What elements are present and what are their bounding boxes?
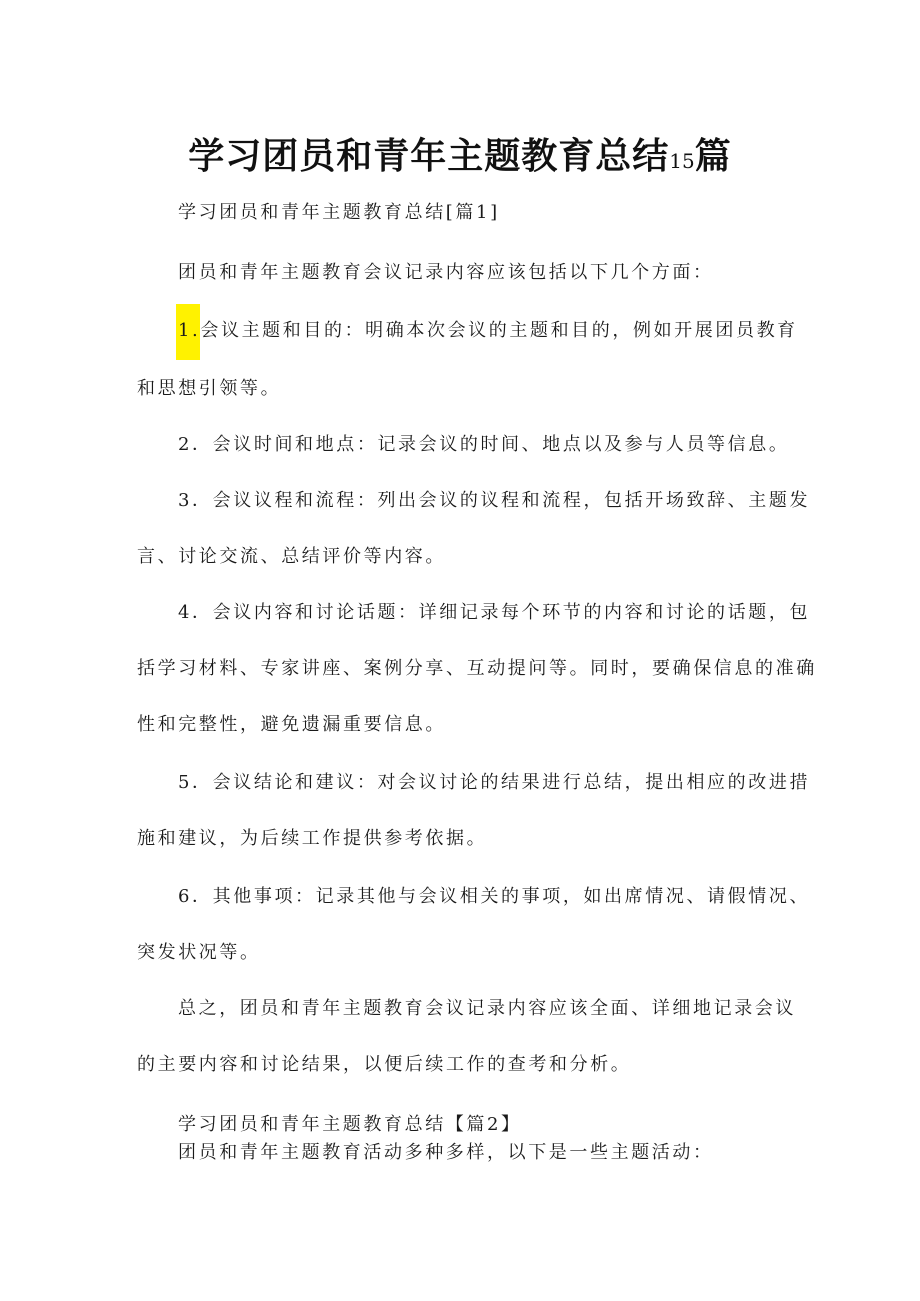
document-title: [0, 128, 920, 179]
item1-marker-highlight: 1.: [176, 304, 200, 360]
title-suffix: 篇: [694, 136, 732, 177]
item6-line2: 突发状况等。: [137, 942, 261, 963]
item4-line3: 性和完整性，避免遗漏重要信息。: [137, 714, 446, 735]
title-main: 学习团员和青年主题教育总结: [188, 136, 670, 177]
item4-line2: 括学习材料、专家讲座、案例分享、互动提问等。同时，要确保信息的准确: [137, 658, 817, 679]
section2-heading: 学习团员和青年主题教育总结【篇2】: [178, 1114, 522, 1135]
item1-line1: [178, 318, 798, 344]
item1-line2: 和思想引领等。: [137, 378, 282, 399]
summary-line1: 总之，团员和青年主题教育会议记录内容应该全面、详细地记录会议: [178, 998, 796, 1019]
summary-line2: 的主要内容和讨论结果，以便后续工作的查考和分析。: [137, 1054, 632, 1075]
section1-intro: 团员和青年主题教育会议记录内容应该包括以下几个方面：: [178, 262, 714, 283]
item6-line1: 6．其他事项：记录其他与会议相关的事项，如出席情况、请假情况、: [178, 886, 811, 907]
section1-heading: 学习团员和青年主题教育总结[篇1]: [178, 202, 500, 223]
section2-intro: 团员和青年主题教育活动多种多样，以下是一些主题活动：: [178, 1142, 714, 1163]
item5-line1: 5．会议结论和建议：对会议讨论的结果进行总结，提出相应的改进措: [178, 772, 811, 793]
item2-line1: 2．会议时间和地点：记录会议的时间、地点以及参与人员等信息。: [178, 434, 790, 455]
item1-text: 会议主题和目的：明确本次会议的主题和目的，例如开展团员教育: [200, 320, 798, 341]
item5-line2: 施和建议，为后续工作提供参考依据。: [137, 828, 488, 849]
item3-line2: 言、讨论交流、总结评价等内容。: [137, 546, 446, 567]
item3-line1: 3．会议议程和流程：列出会议的议程和流程，包括开场致辞、主题发: [178, 490, 811, 511]
item4-line1: 4．会议内容和讨论话题：详细记录每个环节的内容和讨论的话题，包: [178, 602, 811, 623]
title-number: 15: [669, 149, 695, 173]
